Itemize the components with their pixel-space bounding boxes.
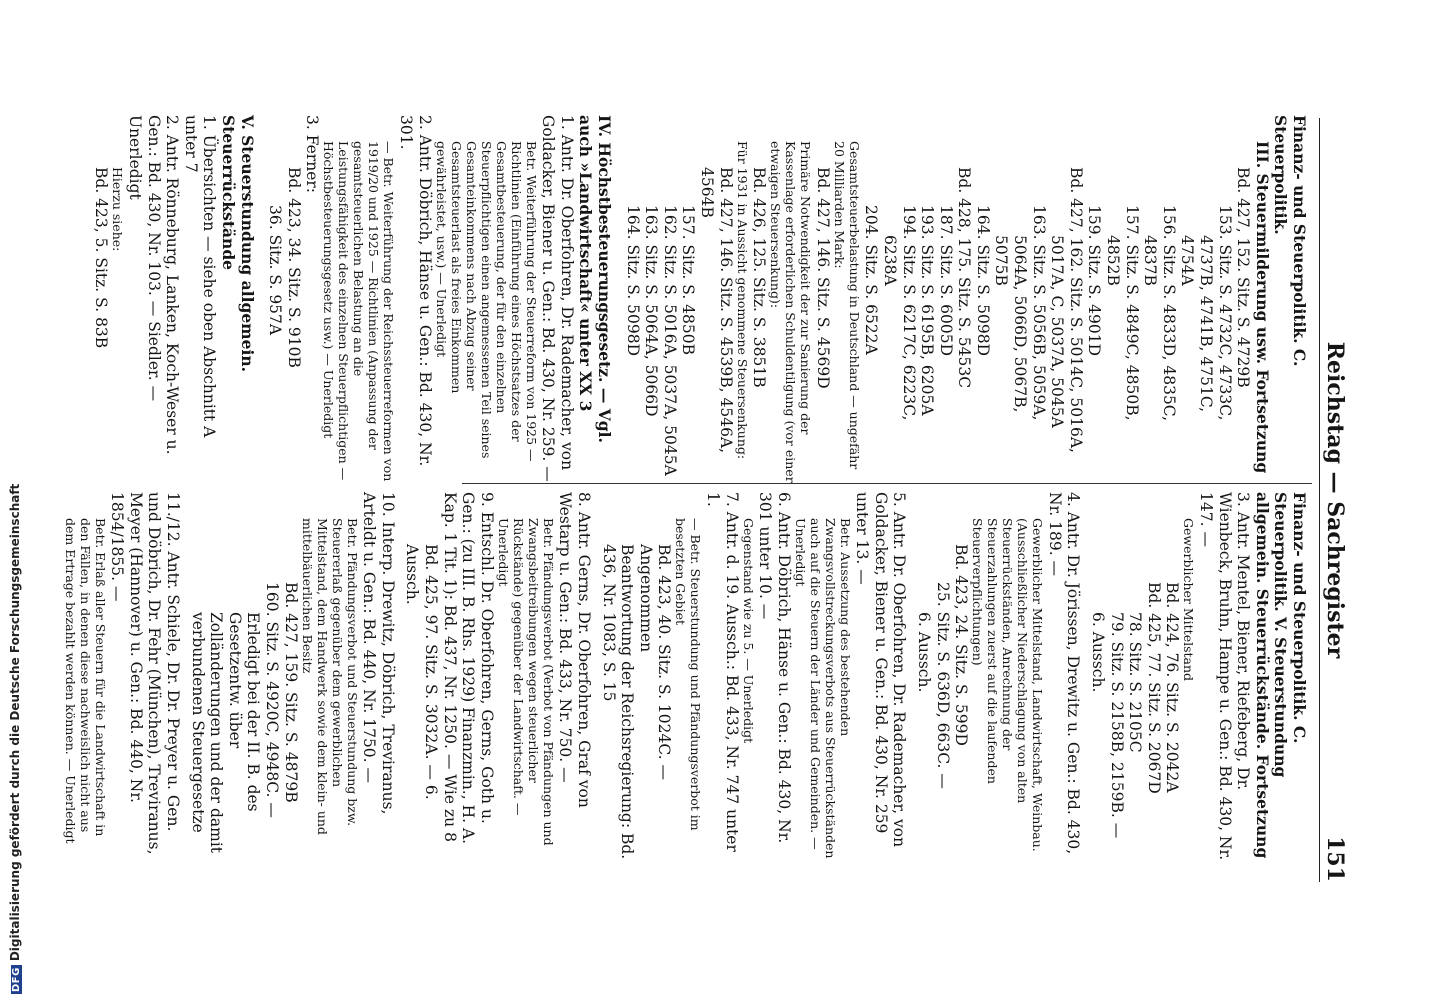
register-line: 204. Sitz. S. 6522A: [862, 205, 881, 355]
register-line: V. Steuerstundung allgemein. Steuerrückstände: [219, 115, 257, 372]
register-line: 187. Sitz. S. 6005D: [936, 205, 955, 357]
register-line: Finanz- und Steuerpolitik. C. Steuerpolitik.: [1271, 115, 1309, 367]
register-line: 4837B: [1141, 235, 1160, 286]
register-line: 11./12. Antr. Schiele, Dr. Dr. Preyer u. Gen. und Döbrich, Dr. Fehr (München), Treviranus, Meyer (Hannover) u. Gen.: Bd. 440, Nr. 1854/1855. —: [108, 492, 183, 855]
register-line: Gewerblicher Mittelstand, Landwirtschaft, Weinbau. (Ausschließlicher Niederschlagung von alten Steuerrückständen, Anrechnung der Steuerzahlungen zuerst auf die laufenden Steuerverpflichtungen): [970, 518, 1046, 852]
register-line: 5064A, 5066D, 5067B,: [1011, 235, 1030, 413]
register-line: 4754A: [1178, 235, 1197, 286]
register-line: 9. Entschl. Dr. Oberfohren, Gerns, Goth u. Gen.: (zu III. B. Rhs. 1929) Finanzmin., H. A. Kap. 1 Tit. 1): Bd. 437, Nr. 1250. — Wie zu 8: [440, 492, 496, 845]
register-line: Betr. Weiterführung der Steuerreform von 1925 — Richtlinien (Einführung eines Höchstsatzes der Gesamtbesteuerung, der für den einzelnen Steuerpflichtigen einen angemessenen Teil seines Gesamteinkommens nach Abzug seiner Gesamtsteuerlast als freies Einkommen gewährleistet, usw.) — Unerledigt: [433, 141, 539, 462]
register-line: Betr. Erlaß aller Steuern für die Landwirtschaft in den Fällen, in denen diese nachweislich nicht aus dem Ertrage bezahlt werden können. — Unerledigt: [62, 518, 108, 844]
register-line: 5. Antr. Dr. Oberfohren, Dr. Rademacher, von Goldacker, Biener u. Gen.: Bd. 430, Nr. 259 unter 13. —: [853, 492, 909, 848]
register-line: 157. Sitz. S. 4850B: [679, 205, 698, 356]
register-line: Bd. 426, 125. Sitz. S. 3851B: [750, 167, 769, 388]
register-line: Bd. 428, 175. Sitz. S. 5453C: [955, 167, 974, 389]
register-line: 3. Antr. Mentel, Biener, Riefeberg, Dr. Wienbeck, Bruhn, Hampe u. Gen.: Bd. 430, Nr. 147. —: [1197, 492, 1253, 861]
register-line: 79. Sitz. S. 2158B, 2159B. —: [1107, 612, 1126, 839]
register-line: Betr. Aussetzung des bestehenden Zwangsvollstreckungsverbots aus Steuerrückständen auch auf die Steuern der Länder und Gemeinden. — Unerledigt: [792, 518, 853, 859]
register-line: 36. Sitz. S. 957A: [266, 205, 285, 336]
register-line: 156. Sitz. S. 4833D, 4835C,: [1159, 205, 1178, 422]
page-header: [1319, 118, 1350, 882]
register-line: Bd. 427, 146. Sitz. S. 4539B, 4546A, 4564B: [697, 167, 735, 454]
column-divider: [462, 483, 1312, 484]
register-line: 4852B: [1104, 235, 1123, 286]
register-line: Primäre Notwendigkeit der zur Sanierung der Kassenlage erforderlichen Schuldentilgung (vor einer etwaigen Steuersenkung):: [768, 141, 814, 483]
register-line: Finanz- und Steuerpolitik. C. Steuerpolitik. V. Steuerstundung allgemein. Steuerrückstände. Fortsetzung: [1252, 492, 1309, 859]
register-line: 3. Ferner:: [303, 115, 322, 193]
register-line: Bd. 427, 162. Sitz. S. 5014C, 5016A,: [1066, 167, 1085, 453]
register-line: Bd. 427, 159. Sitz. S. 4879B: [281, 582, 300, 803]
register-line: 164. Sitz. S. 5098D: [973, 205, 992, 357]
page-number: 151: [1322, 836, 1348, 882]
register-line: Bd. 425, 97. Sitz. S. 3032A. — 6. Aussch.: [403, 544, 440, 800]
register-line: Betr. Pfändungsverbot (Verbot von Pfändungen und Zwangsbeitreibungen wegen steuerlicher Rückstände) gegenüber der Landwirtschaft. — Unerledigt: [495, 518, 556, 846]
register-line: 194. Sitz. S. 6217C, 6223C,: [899, 205, 918, 421]
register-line: Erledigt bei der II. B. des Gesetzentw. über Zolländerungen und der damit verbundenen Steuergesetze: [188, 612, 263, 854]
dfg-logo: DFG: [11, 967, 22, 992]
register-line: 1. Übersichten — siehe oben Abschnitt A unter 7: [181, 115, 219, 438]
register-line: Betr. Pfändungsverbot und Steuerstundung bzw. Steuererlaß gegenüber dem gewerblichen Mittelstand, dem Handwerk sowie dem klein- und mittelbäuerlichen Besitz: [299, 518, 360, 835]
register-line: III. Steuermilderung usw. Fortsetzung: [1252, 141, 1272, 474]
register-line: Bd. 423, 34. Sitz. S. 910B: [284, 167, 303, 368]
register-line: 6. Aussch.: [1089, 612, 1108, 693]
register-line: Beantwortung der Reichsregierung: Bd. 436, Nr. 1083, S. 15: [599, 544, 637, 860]
register-line: 159. Sitz. S. 4901D: [1085, 205, 1104, 357]
register-line: 10. Interp. Drewitz, Döbrich, Treviranus, Arteldt u. Gen.: Bd. 440, Nr. 1750. —: [360, 492, 397, 815]
side-note-area: [0, 0, 20, 1000]
register-line: Gesamtsteuerbelastung in Deutschland — ungefähr 20 Milliarden Mark:: [831, 141, 862, 470]
spacer: [613, 115, 623, 485]
register-line: 153. Sitz. S. 4732C, 4733C,: [1215, 205, 1234, 421]
register-line: 2. Antr. Döbrich, Hänse u. Gen.: Bd. 430, Nr. 301.: [397, 115, 434, 467]
header-title: Reichstag — Sachregister: [1322, 341, 1348, 659]
register-line: Bd. 423, 5. Sitz. S. 83B: [92, 167, 111, 349]
register-line: Bd. 424, 76. Sitz. S. 2042A: [1163, 582, 1182, 793]
register-line: 6. Antr. Döbrich, Hänse u. Gen.: Bd. 430, Nr. 301 unter 10. —: [756, 492, 793, 844]
register-line: 163. Sitz. S. 5064A, 5066D: [642, 205, 661, 417]
register-line: Bd. 425, 77. Sitz. S. 2067D: [1144, 582, 1163, 794]
register-line: 5017A, C, 5037A, 5045A: [1048, 235, 1067, 428]
register-line: 4. Antr. Dr. Jörissen, Drewitz u. Gen.: Bd. 430, Nr. 189. —: [1045, 492, 1083, 855]
register-line: 78. Sitz. S. 2105C: [1126, 612, 1145, 753]
register-line: 164. Sitz. S. 5098D: [623, 205, 642, 357]
register-line: Gewerblicher Mittelstand: [1181, 518, 1197, 682]
register-line: 5075B: [992, 235, 1011, 286]
register-line: IV. Höchstbesteuerungsgesetz. — Vgl. auch »Landwirtschaft« unter XX 3: [576, 115, 614, 443]
register-line: 160. Sitz. S. 4920C, 4948C. —: [263, 582, 282, 818]
register-line: 25. Sitz. S. 636D, 663C. —: [933, 582, 952, 789]
register-line: 193. Sitz. S. 6195B, 6205A: [918, 205, 937, 416]
register-line: 6238A: [880, 235, 899, 286]
funding-note-text: Digitalisierung gefördert durch die Deutsche Forschungsgemeinschaft: [8, 483, 22, 962]
register-line: Bd. 427, 152. Sitz. S. 4729B: [1234, 167, 1253, 388]
right-column: [63, 492, 1308, 862]
left-column: [92, 115, 1308, 485]
register-line: 2. Antr. Rönneburg, Lanken, Koch-Weser u. Gen.: Bd. 430, Nr. 103. — Siedler. — Unerledigt: [126, 115, 182, 455]
register-line: 163. Sitz. S. 5056B, 5059A,: [1029, 205, 1048, 421]
register-line: 157. Sitz. S. 4849C, 4850B,: [1122, 205, 1141, 421]
register-line: 8. Antr. Gerns, Dr. Oberfohren, Graf von Westarp u. Gen.: Bd. 433, Nr. 750. —: [556, 492, 593, 808]
register-line: 4737B, 4741B, 4751C,: [1197, 235, 1216, 413]
register-line: 1. Antr. Dr. Oberfohren, Dr. Rademacher, von Goldacker, Biener u. Gen.: Bd. 430, Nr. 259. —: [539, 115, 576, 482]
register-line: — Betr. Weiterführung der Reichssteuerreformen von 1919/20 und 1925 — Richtlinien (Anpassung der gesamtsteuerlichen Belastung an die Leistungsfähigkeit des einzelnen Steuerpflichtigen — Höchstbesteuerungsgesetz usw.) — Unerledigt: [321, 141, 397, 482]
register-line: 162. Sitz. S. 5016A, 5037A, 5045A: [660, 205, 679, 476]
register-line: Hierzu siehe:: [110, 167, 126, 252]
register-line: Bd. 427, 146. Sitz. S. 4569D: [813, 167, 832, 389]
register-line: Gegenstand wie zu 5. — Unerledigt: [740, 518, 756, 744]
register-line: Bd. 423, 40. Sitz. S. 1024C. — Angenommen: [636, 544, 674, 781]
spacer: [256, 115, 266, 485]
funding-note: [8, 484, 22, 994]
register-line: Bd. 423, 24. Sitz. S. 599D: [952, 544, 971, 746]
register-line: 7. Antr. d. 19. Aussch.: Bd. 433, Nr. 747 unter 1.: [703, 492, 741, 852]
register-line: 6. Aussch.: [915, 612, 934, 693]
register-line: — Betr. Steuerstundung und Pfändungsverbot im besetzten Gebiet: [673, 518, 704, 831]
register-line: Für 1931 in Aussicht genommene Steuersenkung:: [734, 141, 750, 460]
